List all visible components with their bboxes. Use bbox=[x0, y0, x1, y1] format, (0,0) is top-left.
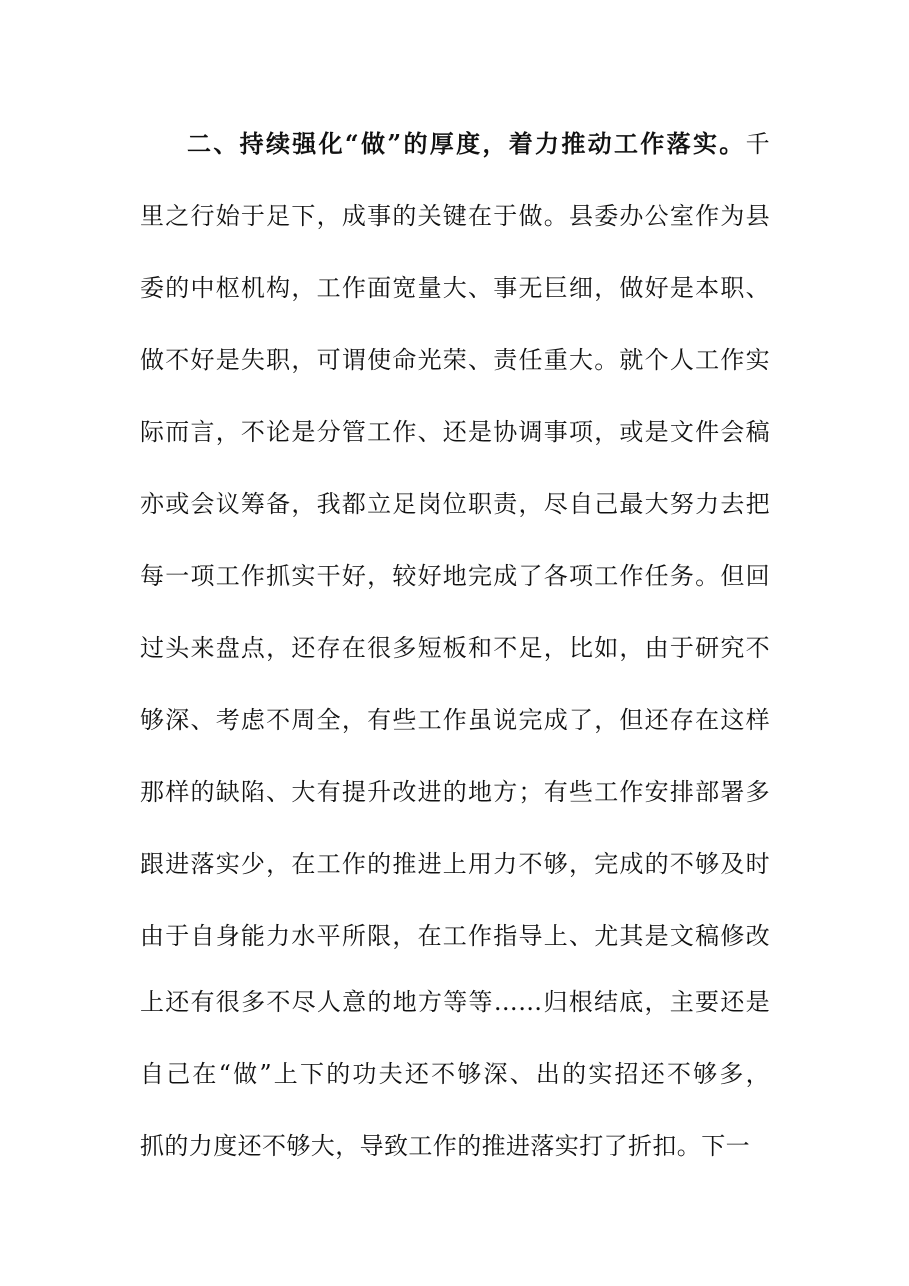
paragraph-line bbox=[187, 126, 770, 162]
paragraph-line: 里之行始于足下，成事的关键在于做。县委办公室作为县 bbox=[140, 202, 770, 230]
paragraph-line: 那样的缺陷、大有提升改进的地方；有些工作安排部署多 bbox=[140, 778, 770, 806]
paragraph-line: 委的中枢机构，工作面宽量大、事无巨细，做好是本职、 bbox=[140, 274, 770, 302]
paragraph-line: 每一项工作抓实干好，较好地完成了各项工作任务。但回 bbox=[140, 562, 770, 590]
paragraph-line: 做不好是失职，可谓使命光荣、责任重大。就个人工作实 bbox=[140, 346, 770, 374]
paragraph-line: 过头来盘点，还存在很多短板和不足，比如，由于研究不 bbox=[140, 634, 770, 662]
paragraph-line: 亦或会议筹备，我都立足岗位职责，尽自己最大努力去把 bbox=[140, 490, 770, 518]
paragraph-line: 够深、考虑不周全，有些工作虽说完成了，但还存在这样 bbox=[140, 706, 770, 734]
paragraph-line: 跟进落实少，在工作的推进上用力不够，完成的不够及时 bbox=[140, 850, 770, 878]
paragraph-line: 由于自身能力水平所限，在工作指导上、尤其是文稿修改 bbox=[140, 922, 770, 950]
section-heading: 二、持续强化“做”的厚度，着力推动工作落实。 bbox=[187, 129, 746, 158]
paragraph-line: 际而言，不论是分管工作、还是协调事项，或是文件会稿 bbox=[140, 418, 770, 446]
paragraph-line: 自己在“做”上下的功夫还不够深、出的实招还不够多， bbox=[140, 1060, 770, 1088]
paragraph-line: 抓的力度还不够大，导致工作的推进落实打了折扣。下一 bbox=[140, 1132, 750, 1160]
line-text: 千 bbox=[745, 130, 770, 158]
paragraph-line: 上还有很多不尽人意的地方等等……归根结底，主要还是 bbox=[140, 988, 770, 1016]
